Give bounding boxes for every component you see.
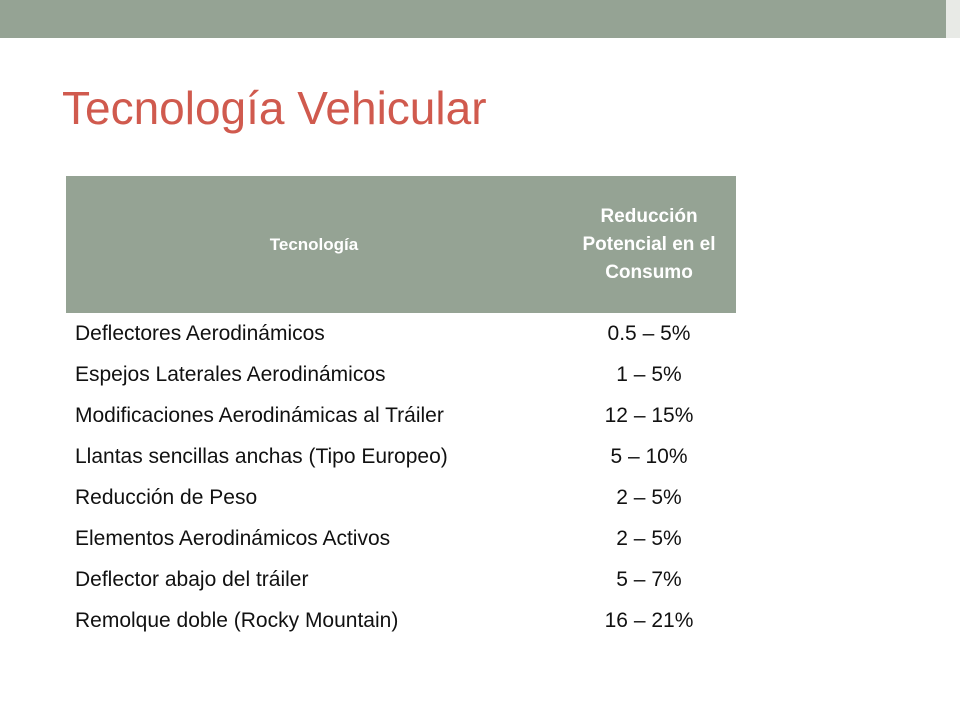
reduction-cell: 5 – 10% <box>610 444 688 468</box>
table-row <box>66 477 736 518</box>
technology-cell: Deflector abajo del tráiler <box>75 567 309 591</box>
table-row <box>66 518 736 559</box>
slide-title: Tecnología Vehicular <box>62 82 487 134</box>
top-accent-bar <box>0 0 960 38</box>
table-row <box>66 313 736 354</box>
technology-cell: Modificaciones Aerodinámicas al Tráiler <box>75 403 444 427</box>
technology-table <box>66 176 736 641</box>
technology-cell: Reducción de Peso <box>75 485 258 509</box>
reduction-cell: 16 – 21% <box>604 608 694 632</box>
reduction-cell: 2 – 5% <box>616 485 682 509</box>
technology-cell: Espejos Laterales Aerodinámicos <box>75 362 386 386</box>
reduction-cell: 1 – 5% <box>616 362 682 386</box>
table-row <box>66 600 736 641</box>
technology-cell: Deflectores Aerodinámicos <box>75 321 325 345</box>
column-header-technology: Tecnología <box>66 176 562 313</box>
top-accent-tab <box>946 0 960 38</box>
reduction-cell: 2 – 5% <box>616 526 682 550</box>
table-row <box>66 559 736 600</box>
column-header-reduction: Reducción Potencial en el Consumo <box>562 176 736 313</box>
table-row <box>66 354 736 395</box>
reduction-cell: 5 – 7% <box>616 567 682 591</box>
table-header-row <box>66 176 736 313</box>
reduction-cell: 0.5 – 5% <box>607 321 691 345</box>
reduction-cell: 12 – 15% <box>604 403 694 427</box>
technology-cell: Remolque doble (Rocky Mountain) <box>75 608 399 632</box>
table-row <box>66 395 736 436</box>
table-row <box>66 436 736 477</box>
technology-cell: Elementos Aerodinámicos Activos <box>75 526 391 550</box>
technology-cell: Llantas sencillas anchas (Tipo Europeo) <box>75 444 448 468</box>
